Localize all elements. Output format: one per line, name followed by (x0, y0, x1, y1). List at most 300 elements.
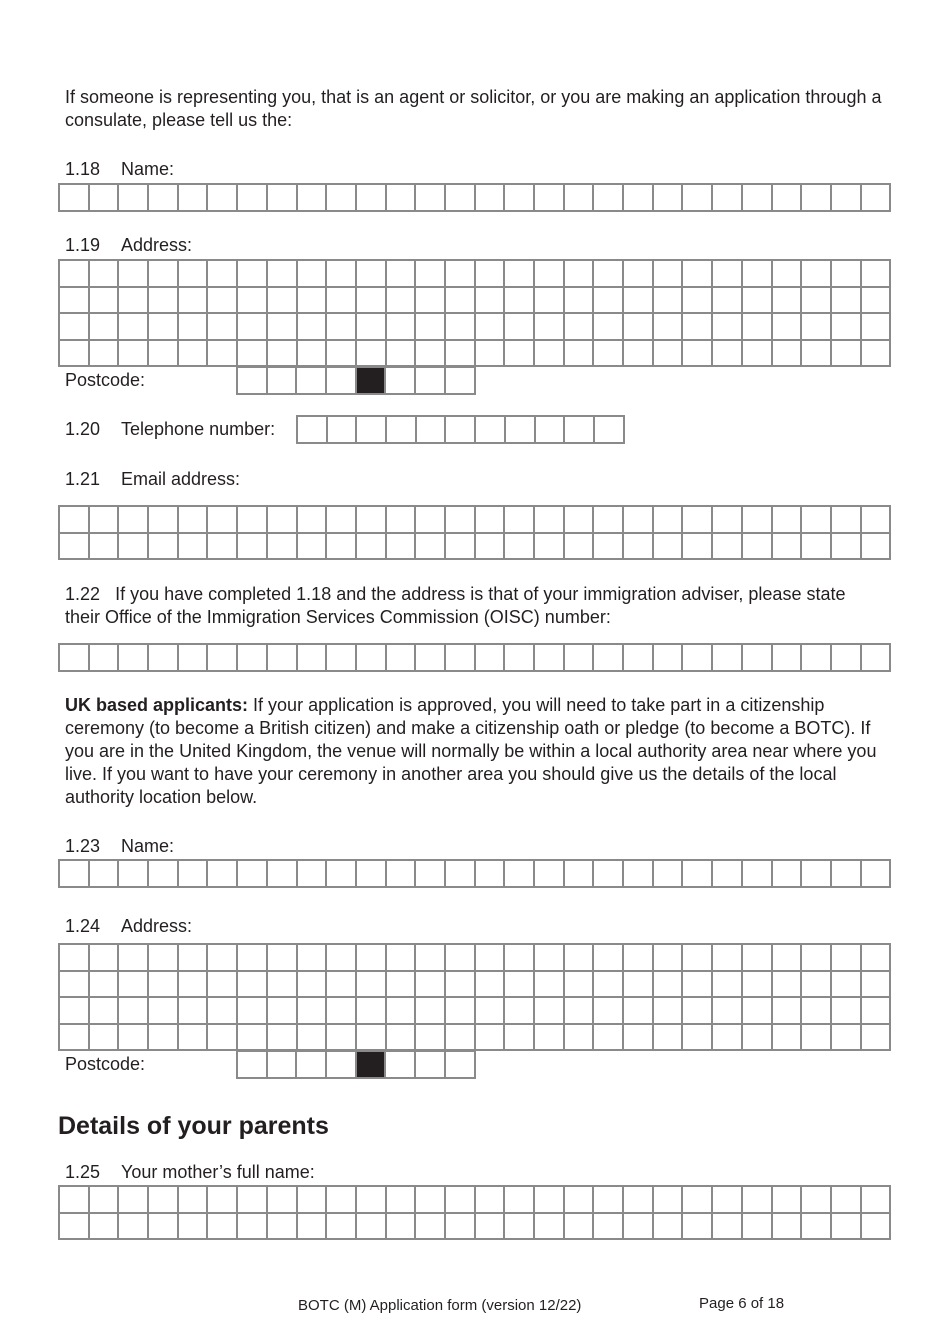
input-box[interactable] (179, 972, 209, 999)
input-box[interactable] (535, 288, 565, 315)
input-box[interactable] (90, 261, 120, 288)
input-box[interactable] (298, 341, 328, 368)
input-box[interactable] (327, 534, 357, 561)
input-box[interactable] (773, 288, 803, 315)
input-box[interactable] (357, 534, 387, 561)
input-box[interactable] (802, 861, 832, 888)
input-box[interactable] (119, 185, 149, 212)
input-box[interactable] (683, 534, 713, 561)
input-box[interactable] (268, 1025, 298, 1052)
input-box[interactable] (802, 1025, 832, 1052)
input-box[interactable] (862, 945, 892, 972)
input-box[interactable] (505, 314, 535, 341)
input-box[interactable] (298, 261, 328, 288)
input-box[interactable] (238, 645, 268, 672)
input-box[interactable] (119, 1187, 149, 1214)
input-box[interactable] (357, 972, 387, 999)
input-box[interactable] (832, 1187, 862, 1214)
input-box[interactable] (505, 288, 535, 315)
input-box[interactable] (149, 1025, 179, 1052)
representative-address-field[interactable] (58, 259, 891, 367)
input-box[interactable] (119, 998, 149, 1025)
input-box[interactable] (832, 1214, 862, 1241)
input-box[interactable] (505, 1187, 535, 1214)
input-box[interactable] (357, 1052, 387, 1079)
input-box[interactable] (594, 341, 624, 368)
input-box[interactable] (594, 534, 624, 561)
input-box[interactable] (149, 861, 179, 888)
input-box[interactable] (713, 185, 743, 212)
input-box[interactable] (327, 972, 357, 999)
input-box[interactable] (773, 1025, 803, 1052)
input-box[interactable] (476, 972, 506, 999)
input-box[interactable] (743, 314, 773, 341)
input-box[interactable] (773, 645, 803, 672)
input-box[interactable] (357, 185, 387, 212)
input-box[interactable] (416, 507, 446, 534)
input-box[interactable] (654, 288, 684, 315)
input-box[interactable] (119, 288, 149, 315)
input-box[interactable] (327, 288, 357, 315)
input-box[interactable] (773, 261, 803, 288)
input-box[interactable] (179, 1187, 209, 1214)
input-box[interactable] (713, 972, 743, 999)
input-box[interactable] (149, 507, 179, 534)
input-box[interactable] (298, 861, 328, 888)
input-box[interactable] (387, 534, 417, 561)
input-box[interactable] (179, 1025, 209, 1052)
input-box[interactable] (624, 261, 654, 288)
input-box[interactable] (832, 945, 862, 972)
input-box[interactable] (119, 1025, 149, 1052)
input-box[interactable] (238, 314, 268, 341)
input-box[interactable] (208, 185, 238, 212)
input-box[interactable] (743, 534, 773, 561)
input-box[interactable] (594, 314, 624, 341)
input-box[interactable] (357, 1214, 387, 1241)
input-box[interactable] (387, 288, 417, 315)
input-box[interactable] (773, 861, 803, 888)
input-box[interactable] (387, 645, 417, 672)
input-box[interactable] (446, 1187, 476, 1214)
input-box[interactable] (298, 314, 328, 341)
input-box[interactable] (862, 1025, 892, 1052)
input-box[interactable] (238, 972, 268, 999)
input-box[interactable] (446, 341, 476, 368)
input-box[interactable] (417, 417, 447, 444)
input-box[interactable] (60, 645, 90, 672)
input-box[interactable] (713, 945, 743, 972)
input-box[interactable] (505, 185, 535, 212)
input-box[interactable] (624, 972, 654, 999)
input-box[interactable] (773, 1187, 803, 1214)
input-box[interactable] (476, 998, 506, 1025)
input-box[interactable] (862, 507, 892, 534)
input-box[interactable] (654, 972, 684, 999)
input-box[interactable] (683, 861, 713, 888)
input-box[interactable] (594, 861, 624, 888)
input-box[interactable] (298, 417, 328, 444)
input-box[interactable] (90, 341, 120, 368)
input-box[interactable] (90, 185, 120, 212)
mother-full-name-field[interactable] (58, 1185, 891, 1240)
input-box[interactable] (832, 534, 862, 561)
input-box[interactable] (416, 861, 446, 888)
input-box[interactable] (387, 341, 417, 368)
input-box[interactable] (505, 1214, 535, 1241)
input-box[interactable] (416, 998, 446, 1025)
input-box[interactable] (416, 1187, 446, 1214)
input-box[interactable] (60, 1025, 90, 1052)
input-box[interactable] (802, 185, 832, 212)
input-box[interactable] (476, 261, 506, 288)
input-box[interactable] (60, 314, 90, 341)
input-box[interactable] (119, 507, 149, 534)
input-box[interactable] (505, 341, 535, 368)
input-box[interactable] (416, 534, 446, 561)
input-box[interactable] (179, 1214, 209, 1241)
input-box[interactable] (179, 288, 209, 315)
input-box[interactable] (743, 645, 773, 672)
input-box[interactable] (357, 417, 387, 444)
input-box[interactable] (268, 314, 298, 341)
input-box[interactable] (802, 972, 832, 999)
input-box[interactable] (268, 1187, 298, 1214)
input-box[interactable] (268, 645, 298, 672)
input-box[interactable] (743, 1025, 773, 1052)
input-box[interactable] (802, 534, 832, 561)
input-box[interactable] (654, 534, 684, 561)
input-box[interactable] (208, 261, 238, 288)
input-box[interactable] (238, 261, 268, 288)
input-box[interactable] (208, 314, 238, 341)
input-box[interactable] (505, 861, 535, 888)
input-box[interactable] (743, 972, 773, 999)
input-box[interactable] (119, 534, 149, 561)
input-box[interactable] (713, 1214, 743, 1241)
oisc-number-field[interactable] (58, 643, 891, 672)
input-box[interactable] (179, 507, 209, 534)
input-box[interactable] (208, 645, 238, 672)
input-box[interactable] (119, 314, 149, 341)
input-box[interactable] (298, 507, 328, 534)
input-box[interactable] (446, 314, 476, 341)
input-box[interactable] (594, 945, 624, 972)
input-box[interactable] (624, 341, 654, 368)
input-box[interactable] (535, 261, 565, 288)
input-box[interactable] (208, 1025, 238, 1052)
input-box[interactable] (654, 645, 684, 672)
input-box[interactable] (565, 1214, 595, 1241)
input-box[interactable] (565, 507, 595, 534)
input-box[interactable] (238, 368, 268, 395)
input-box[interactable] (683, 645, 713, 672)
input-box[interactable] (654, 861, 684, 888)
input-box[interactable] (505, 534, 535, 561)
input-box[interactable] (683, 1025, 713, 1052)
email-address-field[interactable] (58, 505, 891, 560)
input-box[interactable] (327, 185, 357, 212)
input-box[interactable] (327, 1052, 357, 1079)
input-box[interactable] (446, 507, 476, 534)
input-box[interactable] (238, 945, 268, 972)
input-box[interactable] (773, 341, 803, 368)
input-box[interactable] (60, 261, 90, 288)
input-box[interactable] (60, 534, 90, 561)
input-box[interactable] (476, 341, 506, 368)
input-box[interactable] (179, 534, 209, 561)
input-box[interactable] (773, 534, 803, 561)
input-box[interactable] (683, 341, 713, 368)
input-box[interactable] (90, 314, 120, 341)
input-box[interactable] (595, 417, 625, 444)
input-box[interactable] (268, 998, 298, 1025)
input-box[interactable] (624, 861, 654, 888)
input-box[interactable] (624, 507, 654, 534)
representative-name-field[interactable] (58, 183, 891, 212)
input-box[interactable] (743, 998, 773, 1025)
input-box[interactable] (565, 288, 595, 315)
input-box[interactable] (832, 645, 862, 672)
input-box[interactable] (208, 972, 238, 999)
input-box[interactable] (208, 341, 238, 368)
input-box[interactable] (149, 1187, 179, 1214)
input-box[interactable] (416, 1025, 446, 1052)
input-box[interactable] (446, 185, 476, 212)
input-box[interactable] (505, 945, 535, 972)
input-box[interactable] (238, 507, 268, 534)
input-box[interactable] (832, 1025, 862, 1052)
input-box[interactable] (802, 288, 832, 315)
input-box[interactable] (743, 261, 773, 288)
input-box[interactable] (208, 1214, 238, 1241)
input-box[interactable] (624, 288, 654, 315)
input-box[interactable] (387, 972, 417, 999)
input-box[interactable] (683, 261, 713, 288)
input-box[interactable] (773, 1214, 803, 1241)
input-box[interactable] (862, 314, 892, 341)
input-box[interactable] (683, 1187, 713, 1214)
input-box[interactable] (149, 534, 179, 561)
input-box[interactable] (179, 945, 209, 972)
input-box[interactable] (743, 1187, 773, 1214)
telephone-number-field[interactable] (296, 415, 625, 444)
input-box[interactable] (862, 288, 892, 315)
input-box[interactable] (624, 1025, 654, 1052)
input-box[interactable] (387, 1025, 417, 1052)
input-box[interactable] (208, 945, 238, 972)
input-box[interactable] (802, 341, 832, 368)
input-box[interactable] (268, 972, 298, 999)
input-box[interactable] (416, 645, 446, 672)
input-box[interactable] (505, 972, 535, 999)
input-box[interactable] (387, 998, 417, 1025)
input-box[interactable] (90, 1187, 120, 1214)
input-box[interactable] (862, 972, 892, 999)
input-box[interactable] (298, 645, 328, 672)
input-box[interactable] (179, 261, 209, 288)
input-box[interactable] (832, 288, 862, 315)
input-box[interactable] (535, 534, 565, 561)
input-box[interactable] (565, 645, 595, 672)
input-box[interactable] (119, 1214, 149, 1241)
input-box[interactable] (832, 314, 862, 341)
input-box[interactable] (505, 261, 535, 288)
input-box[interactable] (535, 1025, 565, 1052)
input-box[interactable] (802, 507, 832, 534)
input-box[interactable] (743, 861, 773, 888)
input-box[interactable] (387, 1187, 417, 1214)
input-box[interactable] (683, 185, 713, 212)
input-box[interactable] (624, 998, 654, 1025)
input-box[interactable] (594, 261, 624, 288)
input-box[interactable] (654, 507, 684, 534)
input-box[interactable] (446, 945, 476, 972)
input-box[interactable] (594, 645, 624, 672)
input-box[interactable] (802, 261, 832, 288)
input-box[interactable] (179, 185, 209, 212)
input-box[interactable] (476, 945, 506, 972)
input-box[interactable] (683, 945, 713, 972)
input-box[interactable] (327, 341, 357, 368)
input-box[interactable] (149, 998, 179, 1025)
input-box[interactable] (149, 1214, 179, 1241)
input-box[interactable] (476, 507, 506, 534)
input-box[interactable] (298, 1025, 328, 1052)
input-box[interactable] (832, 185, 862, 212)
input-box[interactable] (328, 417, 358, 444)
input-box[interactable] (90, 507, 120, 534)
input-box[interactable] (446, 288, 476, 315)
input-box[interactable] (654, 998, 684, 1025)
input-box[interactable] (119, 945, 149, 972)
input-box[interactable] (416, 972, 446, 999)
input-box[interactable] (60, 288, 90, 315)
input-box[interactable] (802, 314, 832, 341)
input-box[interactable] (416, 1214, 446, 1241)
input-box[interactable] (90, 645, 120, 672)
input-box[interactable] (446, 417, 476, 444)
input-box[interactable] (624, 314, 654, 341)
input-box[interactable] (565, 972, 595, 999)
input-box[interactable] (446, 998, 476, 1025)
input-box[interactable] (594, 507, 624, 534)
input-box[interactable] (535, 645, 565, 672)
input-box[interactable] (179, 314, 209, 341)
input-box[interactable] (446, 534, 476, 561)
input-box[interactable] (505, 998, 535, 1025)
input-box[interactable] (476, 314, 506, 341)
input-box[interactable] (862, 1214, 892, 1241)
input-box[interactable] (713, 861, 743, 888)
input-box[interactable] (565, 534, 595, 561)
input-box[interactable] (832, 507, 862, 534)
input-box[interactable] (476, 417, 506, 444)
input-box[interactable] (298, 185, 328, 212)
input-box[interactable] (149, 261, 179, 288)
input-box[interactable] (60, 185, 90, 212)
input-box[interactable] (60, 341, 90, 368)
input-box[interactable] (535, 861, 565, 888)
input-box[interactable] (297, 1052, 327, 1079)
input-box[interactable] (327, 1025, 357, 1052)
input-box[interactable] (90, 288, 120, 315)
input-box[interactable] (357, 314, 387, 341)
input-box[interactable] (149, 972, 179, 999)
input-box[interactable] (268, 261, 298, 288)
input-box[interactable] (476, 185, 506, 212)
input-box[interactable] (268, 1214, 298, 1241)
input-box[interactable] (565, 861, 595, 888)
input-box[interactable] (268, 185, 298, 212)
input-box[interactable] (565, 185, 595, 212)
input-box[interactable] (208, 507, 238, 534)
input-box[interactable] (416, 341, 446, 368)
input-box[interactable] (654, 945, 684, 972)
input-box[interactable] (268, 945, 298, 972)
input-box[interactable] (624, 1187, 654, 1214)
input-box[interactable] (387, 861, 417, 888)
input-box[interactable] (832, 972, 862, 999)
input-box[interactable] (802, 645, 832, 672)
input-box[interactable] (773, 507, 803, 534)
input-box[interactable] (327, 507, 357, 534)
input-box[interactable] (179, 645, 209, 672)
input-box[interactable] (238, 861, 268, 888)
input-box[interactable] (119, 261, 149, 288)
input-box[interactable] (416, 368, 446, 395)
input-box[interactable] (654, 185, 684, 212)
input-box[interactable] (90, 998, 120, 1025)
input-box[interactable] (535, 185, 565, 212)
input-box[interactable] (713, 998, 743, 1025)
input-box[interactable] (743, 1214, 773, 1241)
input-box[interactable] (535, 1214, 565, 1241)
input-box[interactable] (268, 507, 298, 534)
input-box[interactable] (208, 534, 238, 561)
input-box[interactable] (149, 341, 179, 368)
input-box[interactable] (386, 368, 416, 395)
input-box[interactable] (298, 945, 328, 972)
input-box[interactable] (565, 998, 595, 1025)
input-box[interactable] (505, 1025, 535, 1052)
input-box[interactable] (416, 261, 446, 288)
ceremony-authority-name-field[interactable] (58, 859, 891, 888)
input-box[interactable] (862, 861, 892, 888)
input-box[interactable] (416, 945, 446, 972)
input-box[interactable] (387, 417, 417, 444)
input-box[interactable] (208, 1187, 238, 1214)
input-box[interactable] (683, 998, 713, 1025)
input-box[interactable] (149, 645, 179, 672)
input-box[interactable] (357, 341, 387, 368)
input-box[interactable] (565, 1187, 595, 1214)
input-box[interactable] (535, 507, 565, 534)
input-box[interactable] (536, 417, 566, 444)
input-box[interactable] (179, 861, 209, 888)
input-box[interactable] (387, 507, 417, 534)
input-box[interactable] (832, 341, 862, 368)
input-box[interactable] (387, 185, 417, 212)
input-box[interactable] (298, 288, 328, 315)
input-box[interactable] (713, 261, 743, 288)
input-box[interactable] (357, 861, 387, 888)
input-box[interactable] (594, 185, 624, 212)
input-box[interactable] (357, 288, 387, 315)
input-box[interactable] (357, 945, 387, 972)
input-box[interactable] (90, 534, 120, 561)
input-box[interactable] (268, 1052, 298, 1079)
